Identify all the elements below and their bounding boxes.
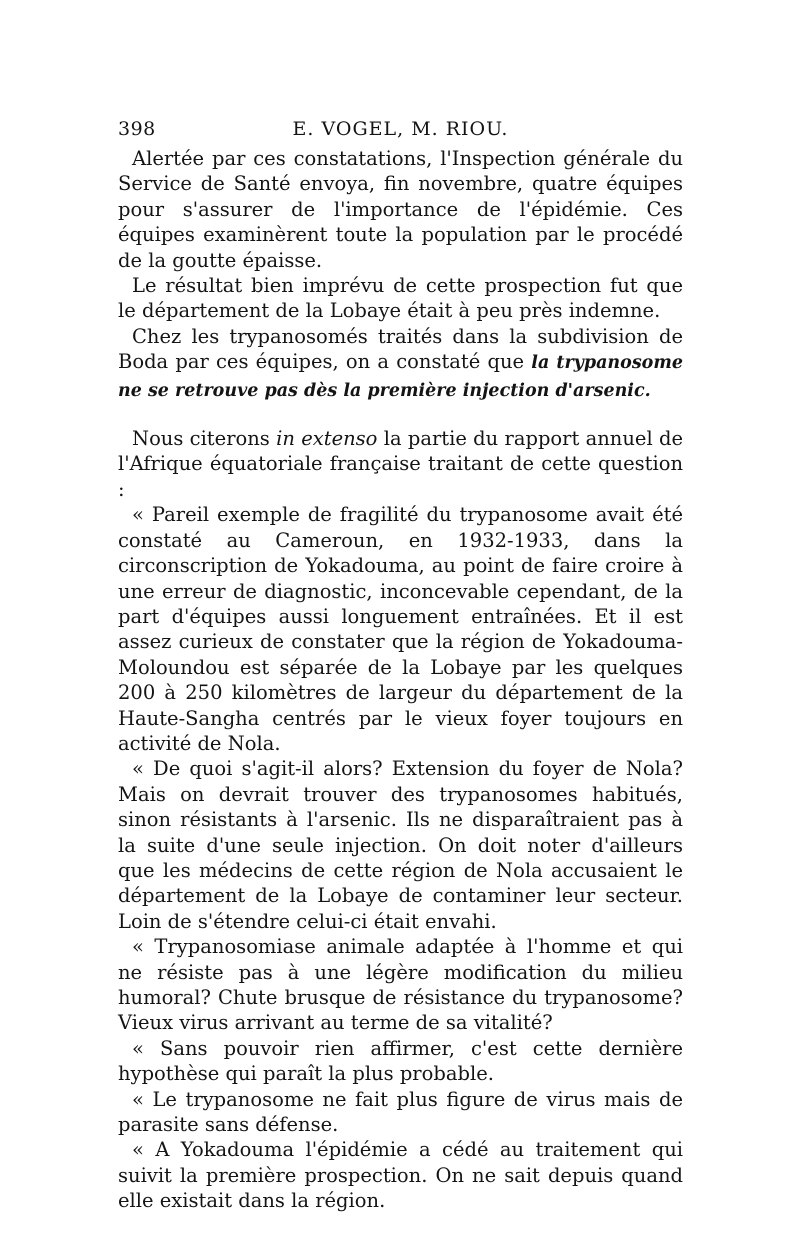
page-number: 398	[118, 118, 156, 140]
citation-text-start: Nous citerons	[132, 427, 277, 451]
paragraph-citation	[118, 426, 683, 502]
quote-paragraph-3: « Trypanosomiase animale adaptée à l'homme et qui ne résiste pas à une légère modification du milieu humoral? Chute brusque de résistance du trypanosome? Vieux virus arrivant au terme de sa vitalité?	[118, 935, 683, 1035]
paragraph-boda-emphasis: la trypanosome ne se retrouve pas dès la première injection d'arsenic.	[118, 353, 683, 401]
citation-italic: in extenso	[276, 427, 378, 451]
citation-text-end: la partie du rapport annuel de l'Afrique équatoriale française traitant de cette question :	[118, 427, 683, 501]
quote-paragraph-5: « Le trypanosome ne fait plus figure de virus mais de parasite sans défense.	[118, 1087, 683, 1137]
paragraph-boda	[118, 324, 683, 404]
document-page	[118, 118, 683, 1214]
running-head: E. VOGEL, M. RIOU.	[292, 118, 509, 140]
section-gap	[118, 404, 683, 426]
quote-paragraph-1: « Pareil exemple de fragilité du trypanosome avait été constaté au Cameroun, en 1932-1933, dans la circonscription de Yokadouma, au point de faire croire à une erreur de diagnostic, inconcevable cependant, de la part d'équipes aussi longuement entraînées. Et il est assez curieux de constater que la région de Yokadouma-Moloundou est séparée de la Lobaye par les quelques 200 à 250 kilomètres de largeur du département de la Haute-Sangha centrés par le vieux foyer toujours en activité de Nola.	[118, 503, 683, 755]
paragraph-alert: Alertée par ces constatations, l'Inspection générale du Service de Santé envoya, fin novembre, quatre équipes pour s'assurer de l'importance de l'épidémie. Ces équipes examinèrent toute la population par le procédé de la goutte épaisse.	[118, 147, 683, 272]
paragraph-result: Le résultat bien imprévu de cette prospection fut que le département de la Lobaye était à peu près indemne.	[118, 274, 683, 323]
quote-paragraph-4: « Sans pouvoir rien affirmer, c'est cette dernière hypothèse qui paraît la plus probable.	[118, 1036, 683, 1086]
page-header	[118, 118, 683, 146]
paragraph-boda-text: Chez les trypanosomés traités dans la subdivision de Boda par ces équipes, on a constaté que	[118, 324, 683, 374]
quote-paragraph-6: « A Yokadouma l'épidémie a cédé au traitement qui suivit la première prospection. On ne sait depuis quand elle existait dans la région.	[118, 1138, 683, 1213]
quote-paragraph-2: « De quoi s'agit-il alors? Extension du foyer de Nola? Mais on devrait trouver des trypanosomes habitués, sinon résistants à l'arsenic. Ils ne disparaîtraient pas à la suite d'une seule injection. On doit noter d'ailleurs que les médecins de cette région de Nola accusaient le département de la Lobaye de contaminer leur secteur. Loin de s'étendre celui-ci était envahi.	[118, 757, 683, 933]
